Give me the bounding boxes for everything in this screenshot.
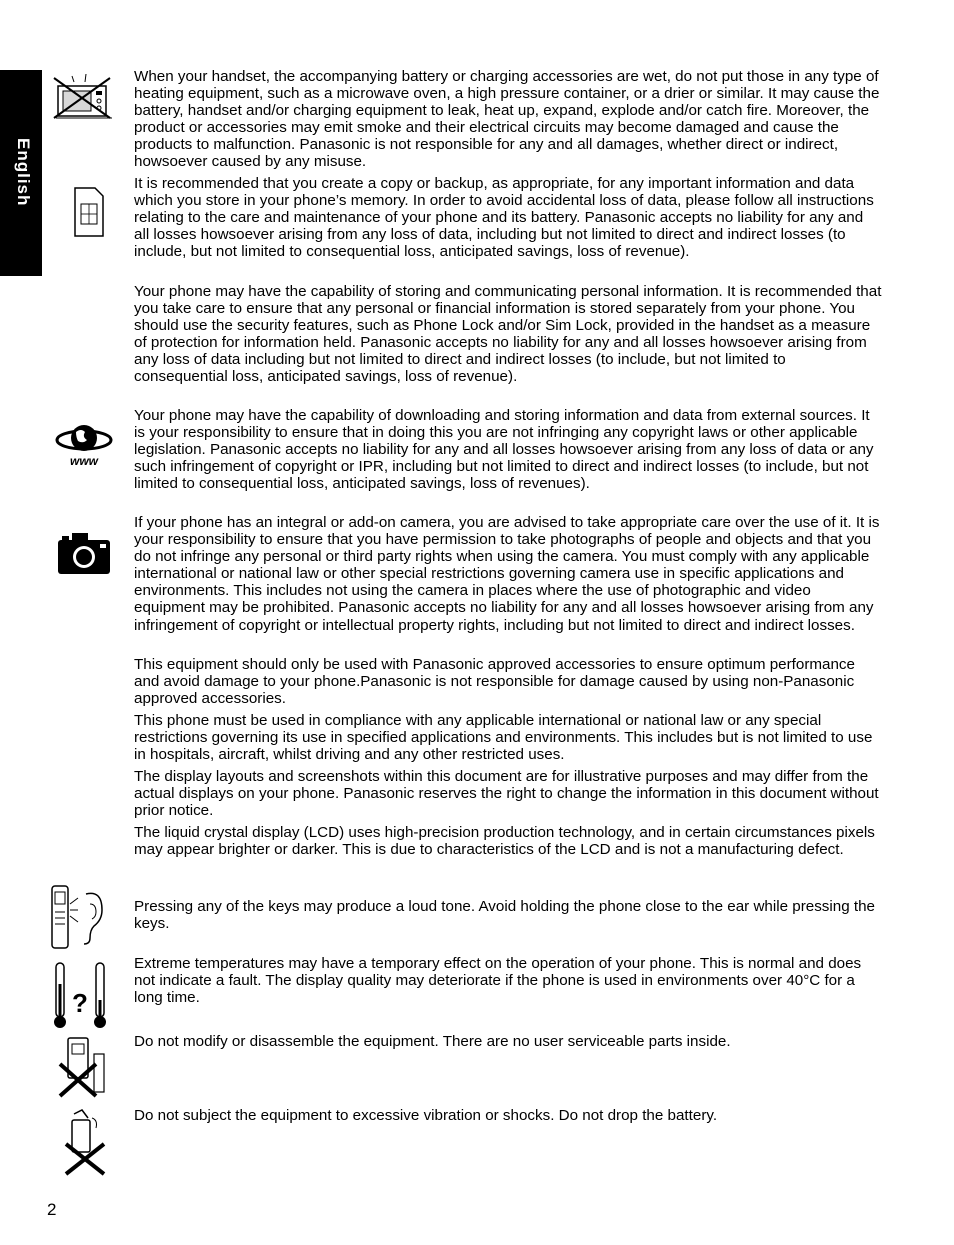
paragraph-copyright: Your phone may have the capability of downloading and storing information and data from external sources. It is your responsibility to ensure that in doing this you are not infringing any copyright laws or other applicable legislation. Panasonic accepts no liability for any and all losses howsoever arising from any loss of data or any such infringement of copyright or IPR, including but not limited to direct and indirect losses (to include, but not limited to consequential loss, anticipated savings, loss of revenues). [134,407,874,493]
paragraph-data-backup: It is recommended that you create a copy or backup, as appropriate, for any important information and data which you store in your phone’s memory. In order to avoid accidental loss of data, please follow all instructions relating to the care and maintenance of your phone and its battery. Panasonic accepts no liability for any and all losses howsoever arising from any loss of data, including but not limited to direct and indirect losses (to include, but not limited to consequential loss, anticipated savings, loss of revenue). [134,175,874,261]
paragraph-loud-tone: Pressing any of the keys may produce a loud tone. Avoid holding the phone close to the ear while pressing the keys. [134,898,876,933]
paragraph-display-layouts: The display layouts and screenshots within this document are for illustrative purposes and may differ from the actual displays on your phone. Panasonic reserves the right to change the information in this document without prior notice. [134,768,879,820]
www-globe-icon [54,422,114,468]
question-mark-label: ? [72,988,88,1018]
microwave-icon [52,74,118,122]
page-number: 2 [47,1200,57,1219]
no-disassemble-icon [56,1034,110,1098]
camera-icon [56,530,112,576]
sim-card-icon [72,186,106,238]
paragraph-accessories: This equipment should only be used with Panasonic approved accessories to ensure optimum performance and avoid damage to your phone.Panasonic is not responsible for damage caused by using non-Panasonic approved accessories. [134,656,855,708]
paragraph-disassemble: Do not modify or disassemble the equipment. There are no user serviceable parts inside. [134,1033,731,1050]
paragraph-compliance: This phone must be used in compliance with any applicable international or national law or any special restrictions governing its use in specified applications and environments. This includes but is not limited to use in hospitals, aircraft, whilst driving and any other restricted uses. [134,712,873,764]
paragraph-lcd: The liquid crystal display (LCD) uses high-precision production technology, and in certain circumstances pixels may appear brighter or darker. This is due to characteristics of the LCD and is not a manufacturing defect. [134,824,875,859]
no-drop-icon [60,1108,110,1176]
loud-tone-icon [50,882,106,952]
paragraph-personal-info: Your phone may have the capability of storing and communicating personal information. It is recommended that you take care to ensure that any personal or financial information is stored separately from your phone. You should use the security features, such as Phone Lock and/or Sim Lock, provided in the handset as a measure of protection for information held. Panasonic accepts no liability for any and all losses howsoever arising from any loss of data including but not limited to direct and indirect losses (to include, but not limited to consequential loss, anticipated savings, loss of revenue). [134,283,882,386]
paragraph-vibration: Do not subject the equipment to excessive vibration or shocks. Do not drop the battery. [134,1107,718,1124]
language-tab-label: English [14,138,33,207]
paragraph-heat-warning: When your handset, the accompanying battery or charging accessories are wet, do not put those in any type of heating equipment, such as a microwave oven, a high pressure container, or a drier or similar. It may cause the battery, handset and/or charging equipment to leak, heat up, expand, explode and/or catch fire. Moreover, the product or accessories may emit smoke and their electrical circuits may become damaged and cause the products to malfunction. Panasonic is not responsible for any and all damages, whether direct or indirect, howsoever caused by any misuse. [134,68,880,171]
www-label: www [69,454,99,468]
thermometer-icon [50,960,112,1030]
paragraph-temperature: Extreme temperatures may have a temporary effect on the operation of your phone. This is normal and does not indicate a fault. The display quality may deteriorate if the phone is used in environments over 40°C for a long time. [134,955,862,1007]
paragraph-camera: If your phone has an integral or add-on camera, you are advised to take appropriate care over the use of it. It is your responsibility to ensure that you have permission to take photographs of people and objects and that you do not infringe any personal or third party rights when using the camera. You must comply with any applicable international or national law or other special restrictions governing camera use in specific applications and environments. This includes not using the camera in places where the use of photographic and video equipment may be prohibited. Panasonic accepts no liability for any and all losses howsoever arising from any infringement of copyright or intellectual property rights, including but not limited to direct and indirect losses. [134,514,880,634]
